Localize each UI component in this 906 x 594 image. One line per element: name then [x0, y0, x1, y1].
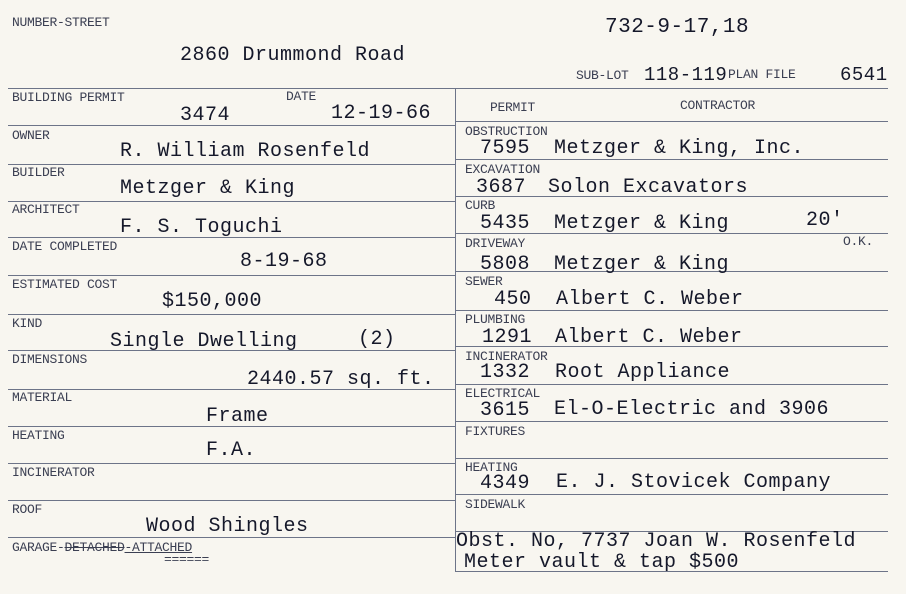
- dimensions-label: DIMENSIONS: [12, 352, 88, 367]
- electrical-label: ELECTRICAL: [465, 386, 541, 401]
- permit-header: PERMIT: [490, 100, 536, 115]
- excavation-label: EXCAVATION: [465, 162, 541, 177]
- heating-permit-label: HEATING: [465, 460, 518, 475]
- incinerator-permit: 1332: [480, 361, 531, 384]
- plumbing-permit: 1291: [482, 326, 533, 349]
- curb-contractor: Metzger & King: [554, 212, 730, 235]
- rule-left: [8, 125, 455, 126]
- roof-label: ROOF: [12, 502, 43, 517]
- architect-value: F. S. Toguchi: [120, 216, 283, 239]
- column-divider: [455, 88, 456, 572]
- curb-permit: 5435: [480, 212, 531, 235]
- incinerator-contractor: Root Appliance: [555, 361, 731, 384]
- address-value: 2860 Drummond Road: [180, 44, 406, 67]
- estimated-cost-value: $150,000: [162, 290, 263, 313]
- rule-right: [455, 121, 888, 122]
- builder-value: Metzger & King: [120, 177, 296, 200]
- rule-right: [455, 458, 888, 459]
- curb-note: 20': [806, 209, 844, 232]
- obstruction-permit: 7595: [480, 137, 531, 160]
- building-permit-label: BUILDING PERMIT: [12, 90, 125, 105]
- rule-left: [8, 275, 455, 276]
- date-value: 12-19-66: [331, 102, 432, 125]
- architect-label: ARCHITECT: [12, 202, 80, 217]
- driveway-contractor: Metzger & King: [554, 253, 730, 276]
- date-completed-label: DATE COMPLETED: [12, 239, 118, 254]
- obstruction-note-line2: Meter vault & tap $500: [464, 551, 740, 574]
- sublot-label: SUB-LOT: [576, 68, 629, 83]
- garage-attached: -ATTACHED: [124, 540, 193, 555]
- curb-label: CURB: [465, 198, 496, 213]
- rule-left: [8, 164, 455, 165]
- sidewalk-label: SIDEWALK: [465, 497, 526, 512]
- sewer-label: SEWER: [465, 274, 503, 289]
- driveway-note: O.K.: [843, 234, 874, 249]
- rule-left: [8, 463, 455, 464]
- rule-left: [8, 314, 455, 315]
- excavation-permit: 3687: [476, 176, 527, 199]
- plan-file-label: PLAN FILE: [728, 67, 796, 82]
- plan-file-value: 6541: [840, 64, 888, 86]
- dimensions-value: 2440.57 sq. ft.: [247, 368, 435, 391]
- garage-marks: ======: [164, 552, 210, 567]
- incinerator-label: INCINERATOR: [12, 465, 95, 480]
- roof-value: Wood Shingles: [146, 515, 309, 538]
- plumbing-label: PLUMBING: [465, 312, 526, 327]
- incinerator-permit-label: INCINERATOR: [465, 349, 548, 364]
- obstruction-contractor: Metzger & King, Inc.: [554, 137, 805, 160]
- material-value: Frame: [206, 405, 269, 428]
- kind-label: KIND: [12, 316, 43, 331]
- sewer-contractor: Albert C. Weber: [556, 288, 744, 311]
- heating-label: HEATING: [12, 428, 65, 443]
- owner-label: OWNER: [12, 128, 50, 143]
- sublot-value: 118-119: [644, 64, 728, 86]
- electrical-contractor: El-O-Electric and 3906: [554, 398, 830, 421]
- date-label: DATE: [286, 89, 317, 104]
- electrical-permit: 3615: [480, 399, 531, 422]
- garage-label: GARAGE-: [12, 540, 65, 555]
- number-street-label: NUMBER-STREET: [12, 15, 110, 30]
- contractor-header: CONTRACTOR: [680, 98, 756, 113]
- garage-struck: DETACHED: [64, 540, 125, 555]
- owner-value: R. William Rosenfeld: [120, 140, 371, 163]
- fixtures-label: FIXTURES: [465, 424, 526, 439]
- heating-value: F.A.: [206, 439, 257, 462]
- rule-left: [8, 500, 455, 501]
- sewer-permit: 450: [494, 288, 532, 311]
- builder-label: BUILDER: [12, 165, 65, 180]
- kind-value: Single Dwelling: [110, 330, 298, 353]
- kind-count: (2): [358, 328, 396, 351]
- date-completed-value: 8-19-68: [240, 250, 328, 273]
- obstruction-label: OBSTRUCTION: [465, 124, 548, 139]
- estimated-cost-label: ESTIMATED COST: [12, 277, 118, 292]
- material-label: MATERIAL: [12, 390, 73, 405]
- driveway-permit: 5808: [480, 253, 531, 276]
- rule-right: [455, 384, 888, 385]
- parcel-number: 732-9-17,18: [605, 16, 750, 39]
- obstruction-note-line1: Obst. No, 7737 Joan W. Rosenfeld: [456, 530, 857, 553]
- rule-header: [8, 88, 888, 89]
- excavation-contractor: Solon Excavators: [548, 176, 749, 199]
- driveway-label: DRIVEWAY: [465, 236, 526, 251]
- plumbing-contractor: Albert C. Weber: [555, 326, 743, 349]
- heating-permit: 4349: [480, 472, 531, 495]
- building-permit-value: 3474: [180, 104, 231, 127]
- heating-contractor: E. J. Stovicek Company: [556, 471, 832, 494]
